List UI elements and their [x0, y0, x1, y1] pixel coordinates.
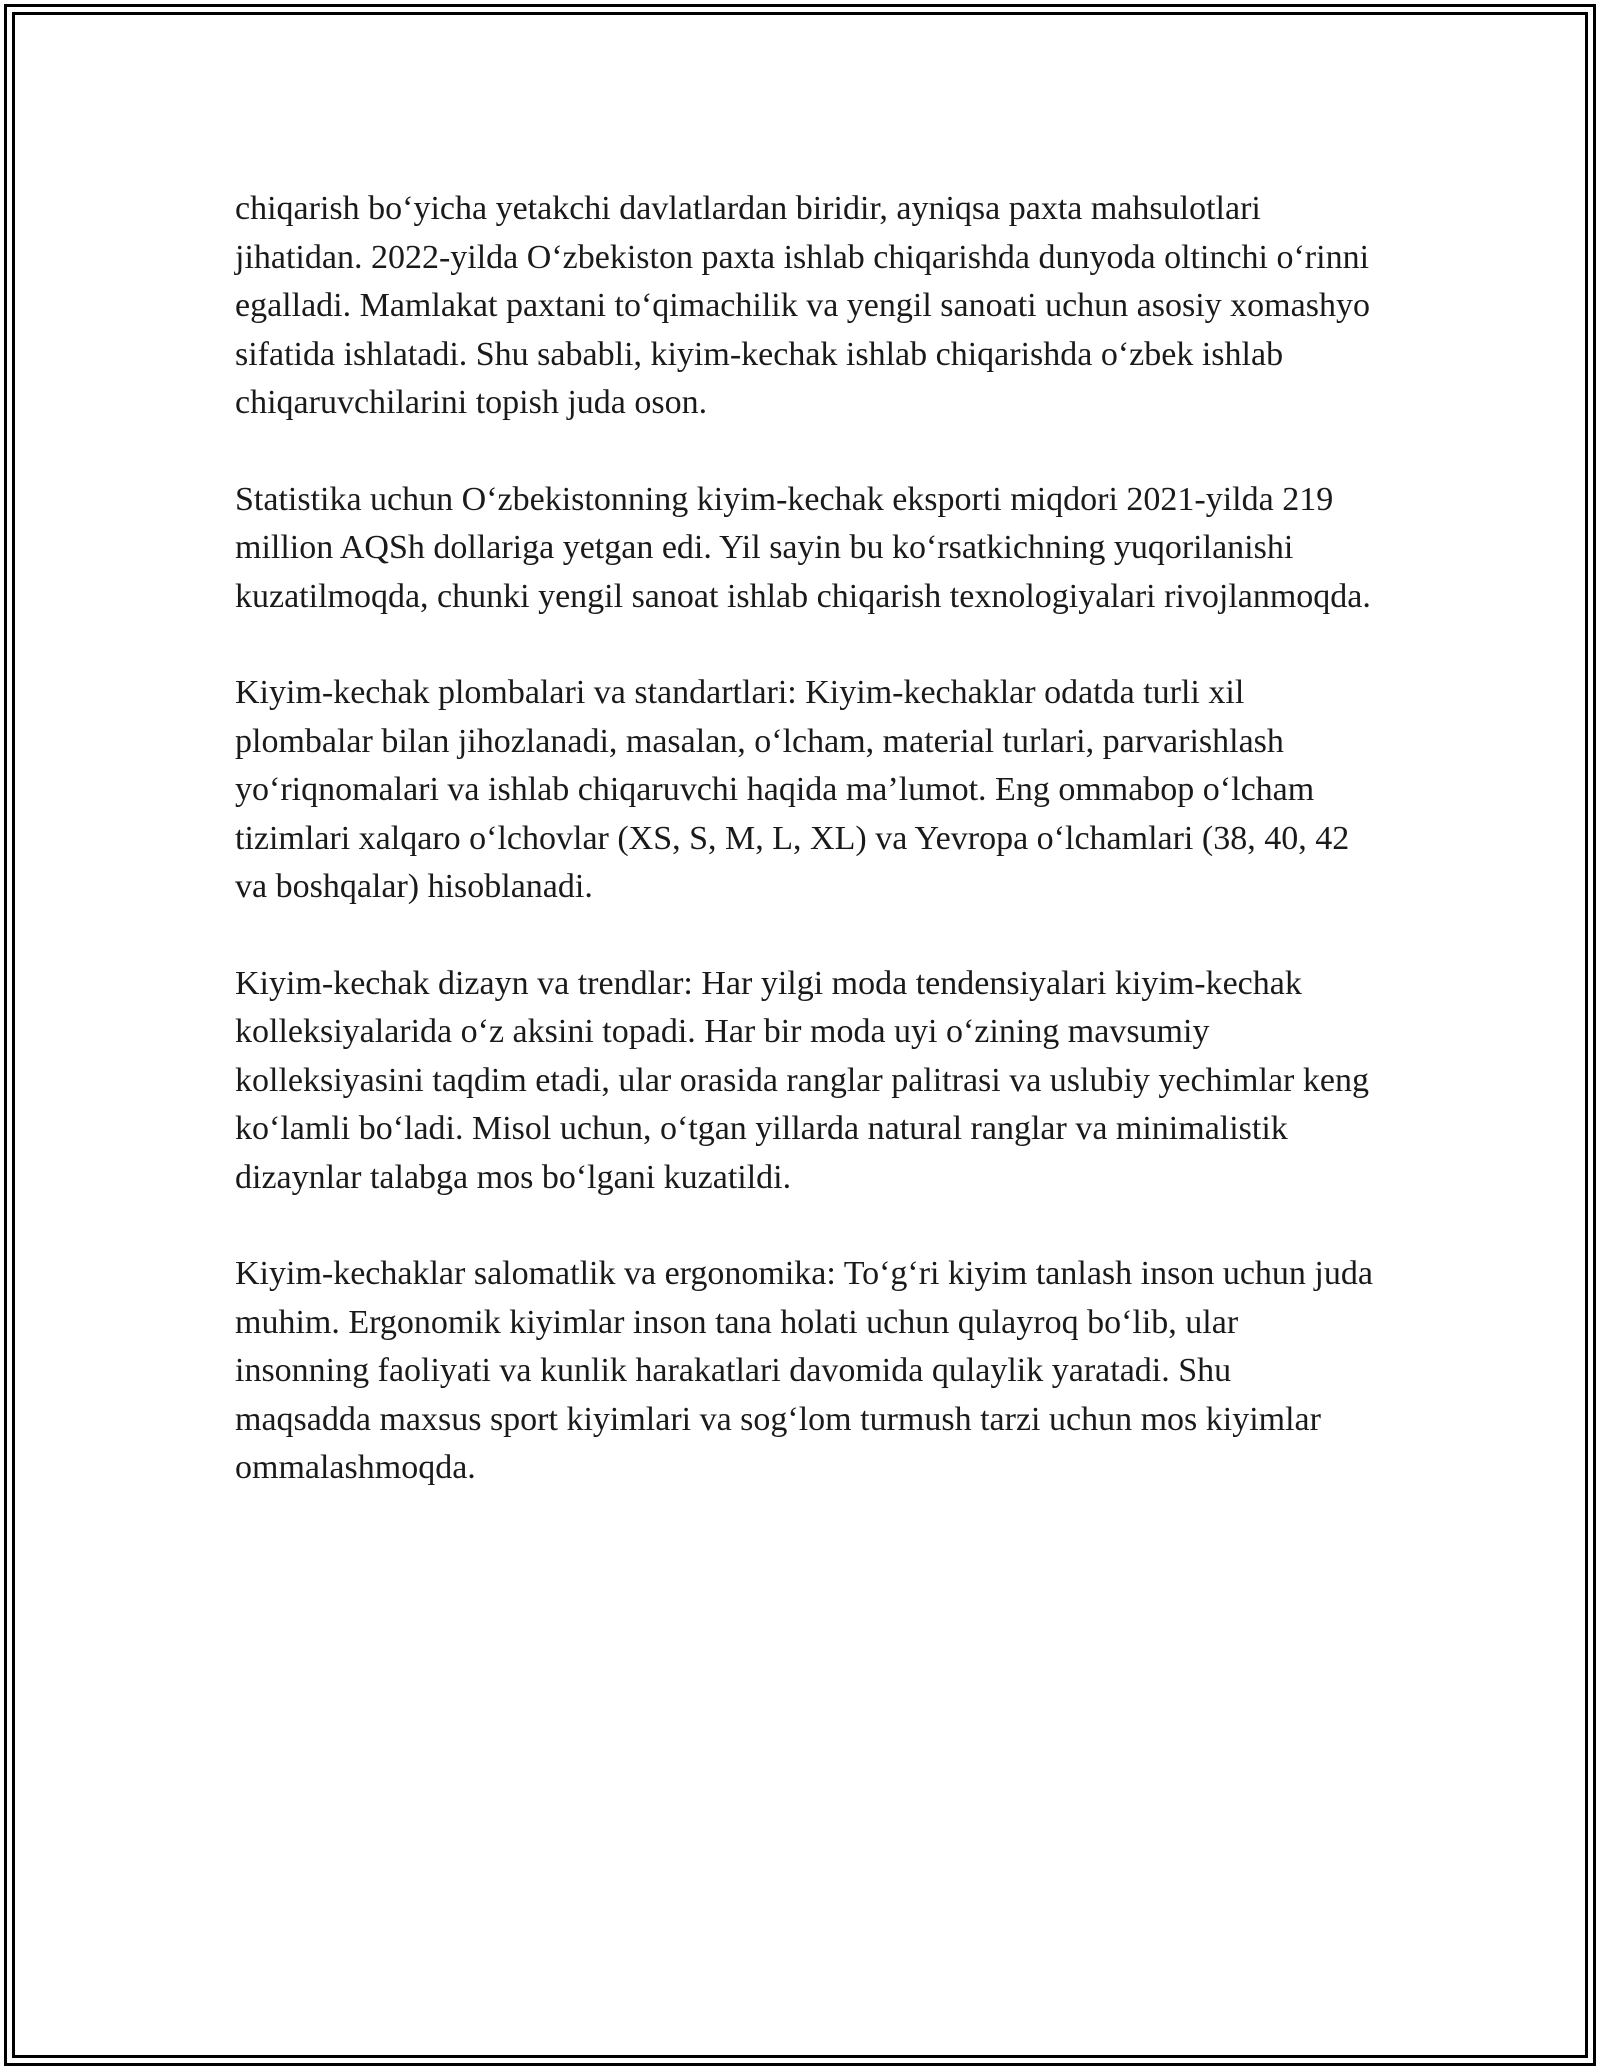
paragraph-labels-standards: Kiyim-kechak plombalari va standartlari: Kiyim-kechaklar odatda turli xil plombalar bilan jihozlanadi, masalan, o‘lcham, material turlari, parvarishlash yo‘riqnomalari va ishlab chiqaruvchi haqida ma’lumot. Eng ommabop o‘lcham tizimlari xalqaro o‘lchovlar (XS, S, M, L, XL) va Yevropa o‘lchamlari (38, 40, 42 va boshqalar) hisoblanadi.: [235, 674, 1350, 905]
paragraph-design-trends: Kiyim-kechak dizayn va trendlar: Har yilgi moda tendensiyalari kiyim-kechak kolleksiyalarida o‘z aksini topadi. Har bir moda uyi o‘zining mavsumiy kolleksiyasini taqdim etadi, ular orasida ranglar palitrasi va uslubiy yechimlar keng ko‘lamli bo‘ladi. Misol uchun, o‘tgan yillarda natural ranglar va minimalistik dizaynlar talabga mos bo‘lgani kuzatildi.: [235, 964, 1369, 1196]
paragraph-cotton-production: chiqarish bo‘yicha yetakchi davlatlardan biridir, ayniqsa paxta mahsulotlari jihatidan. 2022-yilda O‘zbekiston paxta ishlab chiqarishda dunyoda oltinchi o‘rinni egalladi. Mamlakat paxtani to‘qimachilik va yengil sanoati uchun asosiy xomashyo sifatida ishlatadi. Shu sababli, kiyim-kechak ishlab chiqarishda o‘zbek ishlab chiqaruvchilarini topish juda oson.: [235, 190, 1370, 421]
paragraph-health-ergonomics: Kiyim-kechaklar salomatlik va ergonomika: To‘g‘ri kiyim tanlash inson uchun juda muhim. Ergonomik kiyimlar inson tana holati uchun qulayroq bo‘lib, ular insonning faoliyati va kunlik harakatlari davomida qulaylik yaratadi. Shu maqsadda maxsus sport kiyimlari va sog‘lom turmush tarzi uchun mos kiyimlar ommalashmoqda.: [235, 1255, 1373, 1486]
document-body: [235, 185, 1375, 1541]
paragraph-export-statistics: Statistika uchun O‘zbekistonning kiyim-kechak eksporti miqdori 2021-yilda 219 million AQSh dollariga yetgan edi. Yil sayin bu ko‘rsatkichning yuqorilanishi kuzatilmoqda, chunki yengil sanoat ishlab chiqarish texnologiyalari rivojlanmoqda.: [235, 480, 1371, 615]
